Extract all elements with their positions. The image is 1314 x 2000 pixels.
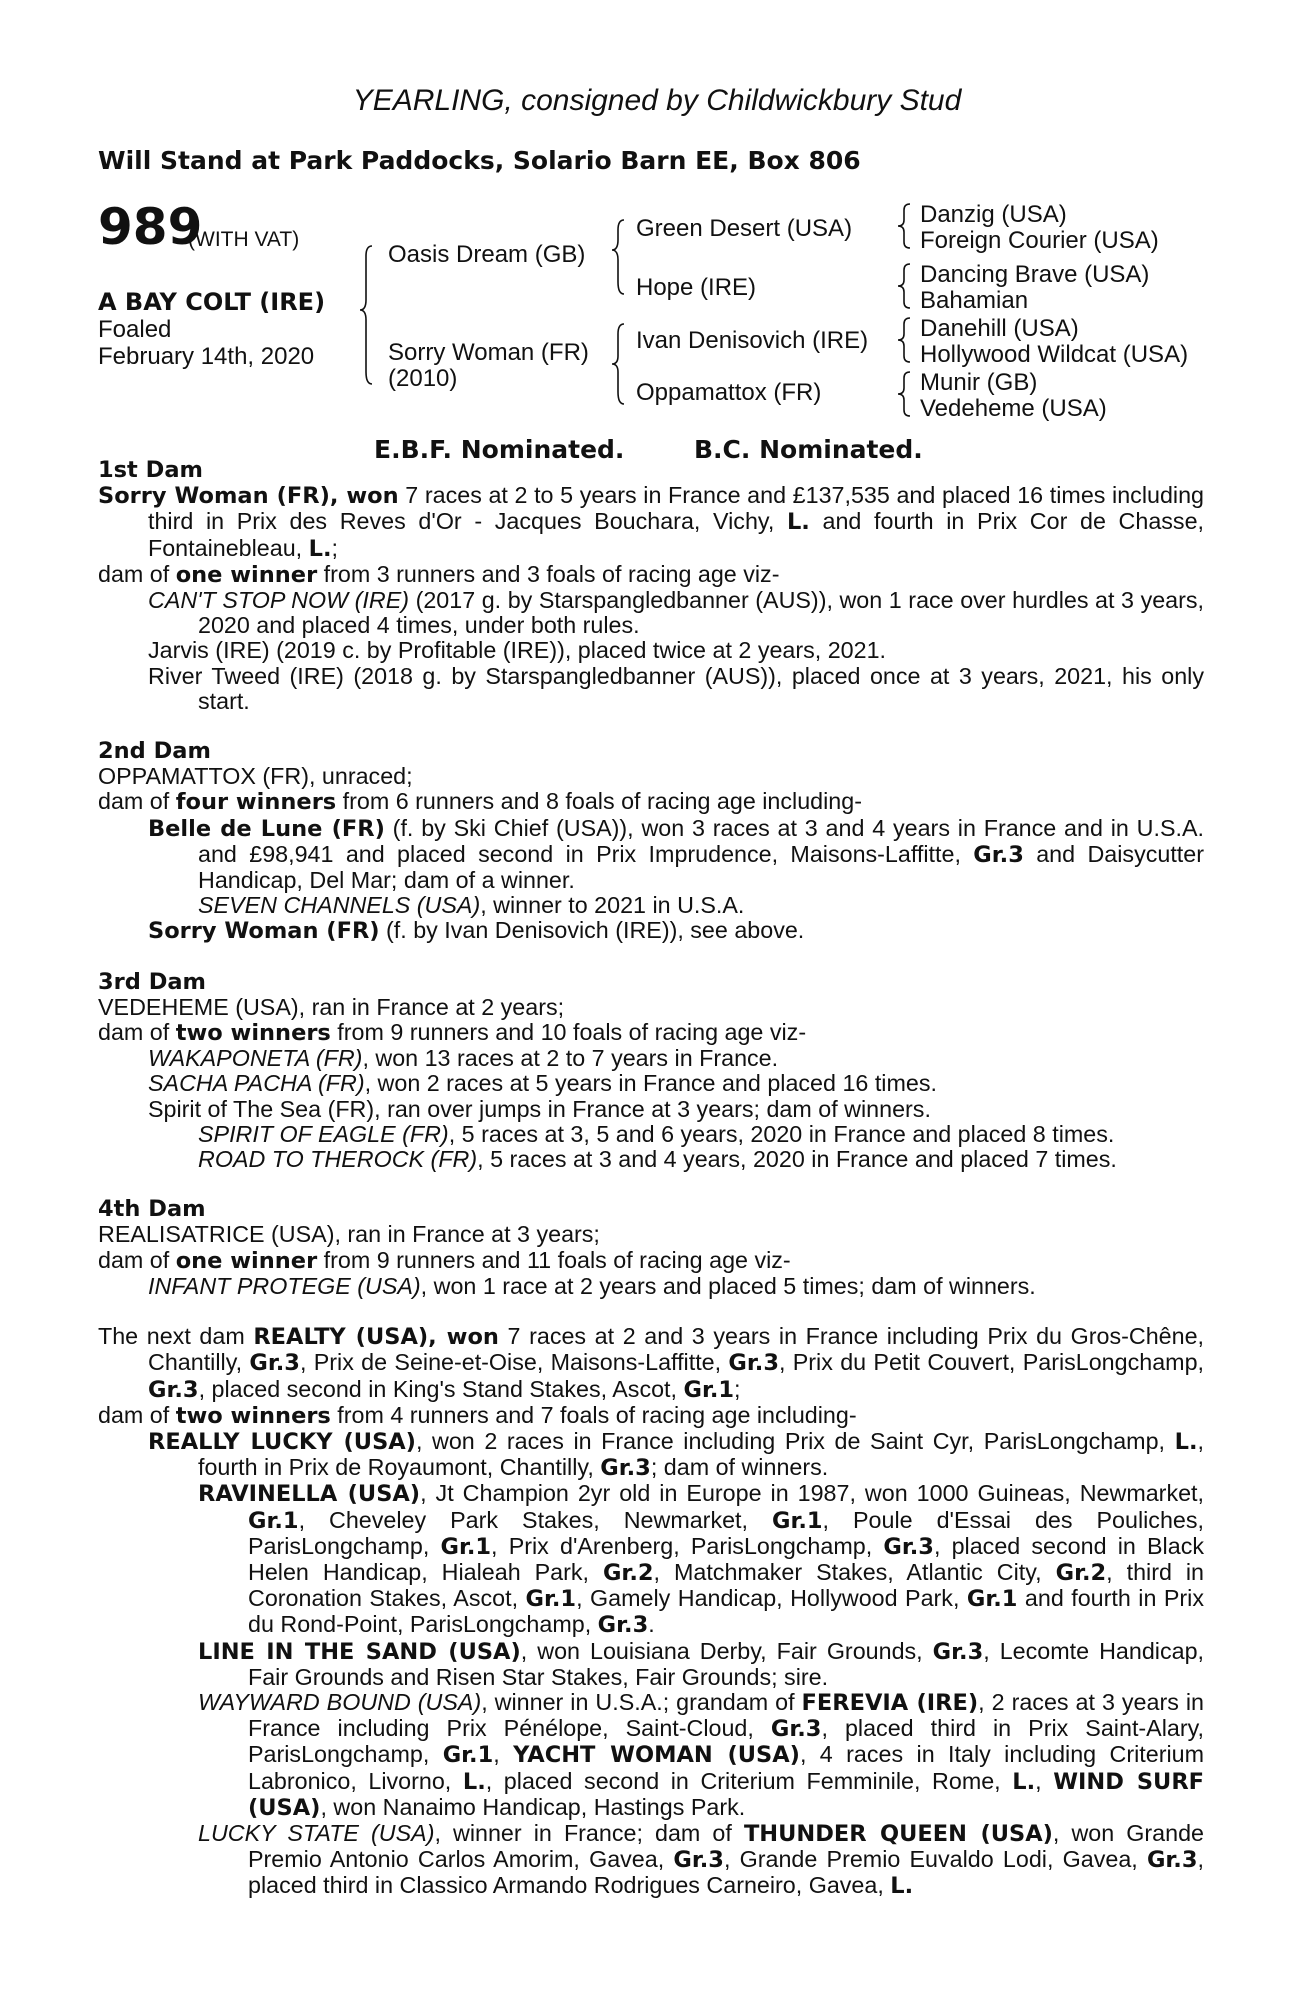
produce-name: Belle de Lune (FR) [148,815,385,842]
produce-text: , winner in U.S.A.; grandam of [481,1688,802,1715]
listed-mark: L. [1012,1768,1036,1795]
winners-count: two winners [175,1020,331,1047]
produce-text: , third in Coronation Stakes, Ascot, [248,1558,1204,1612]
group-mark: Gr.3 [249,1350,300,1377]
group-mark: Gr.3 [770,1716,822,1743]
listed-mark: L. [786,509,810,536]
stand-location: Will Stand at Park Paddocks, Solario Barn EE, Box 806 [98,146,861,175]
first-dam-text-2: and fourth in Prix Cor de Chasse, Fontainebleau, [148,508,1205,561]
produce-text-end: and Daisycutter Handicap, Del Mar; dam of a winner. [198,840,1204,894]
produce-record [98,458,1204,1900]
produce-text: , won 2 races in France including Prix de Saint Cyr, ParisLongchamp, [415,1427,1175,1454]
produce-text: , 2 races at 3 years in France including Prix Pénélope, Saint-Cloud, [248,1688,1204,1742]
listed-mark: L. [308,535,332,562]
first-dam-produce-summary [98,562,1204,588]
produce-text: , Jt Champion 2yr old in Europe in 1987, won 1000 Guineas, Newmarket, [420,1480,1204,1507]
next-dam-text: , Prix de Seine-et-Oise, Maisons-Laffitte, [299,1349,729,1376]
group-mark: Gr.1 [683,1376,735,1403]
produce-name: SPIRIT OF EAGLE (FR) [198,1120,449,1147]
listed-mark: L. [890,1873,914,1900]
produce-text: , 5 races at 3, 5 and 6 years, 2020 in France and placed 8 times. [448,1120,1115,1147]
group-mark: Gr.3 [600,1455,651,1482]
first-dam-text-3: ; [331,534,338,561]
first-dam-text-1: 7 races at 2 to 5 years in France and £137,535 and placed 16 times including third in Prix des Reves d'Or - Jacques Bouchara, Vichy, [148,482,1204,535]
pedigree-dam: Sorry Woman (FR) [388,339,589,366]
produce-text: , [493,1741,514,1768]
first-dam-produce-3: River Tweed (IRE) (2018 g. by Starspangledbanner (AUS)), placed once at 3 years, 2021, his only start. [148,662,1204,714]
produce-text: , won Louisiana Derby, Fair Grounds, [520,1637,933,1664]
pedigree-gen3-8: Vedeheme (USA) [920,395,1107,422]
produce-text: (f. by Ivan Denisovich (IRE)), see above. [379,917,805,944]
produce-text: , won 1 race at 2 years and placed 5 times; dam of winners. [420,1272,1036,1299]
produce-name: FEREVIA (IRE) [801,1689,979,1716]
first-dam-heading: 1st Dam [98,457,203,483]
produce-name: LUCKY STATE (USA) [198,1819,435,1846]
pedigree-gen3-3: Dancing Brave (USA) [920,261,1150,288]
produce-text: (f. by Ski Chief (USA)), won 3 races at 3 and 4 years in France and in U.S.A. and £98,941 and placed second in Prix Imprudence, Maisons-Laffitte, [198,814,1204,867]
group-mark: Gr.3 [973,841,1024,868]
third-dam-produce-summary [98,1020,1204,1046]
group-mark: Gr.3 [728,1350,779,1377]
line-in-the-sand-record [98,1639,1204,1690]
produce-name: THUNDER QUEEN (USA) [743,1820,1053,1847]
produce-text: and fourth in Prix du Rond-Point, ParisLongchamp, [248,1585,1204,1638]
group-mark: Gr.1 [771,1507,823,1534]
produce-text: ; dam of winners. [650,1454,829,1481]
produce-name: INFANT PROTEGE (USA) [148,1272,421,1299]
first-dam-name: Sorry Woman (FR), won [98,483,399,510]
next-dam-text: , placed second in King's Stand Stakes, Ascot, [198,1375,684,1402]
produce-name: RAVINELLA (USA) [198,1481,421,1508]
third-dam-intro: VEDEHEME (USA), ran in France at 2 years; [98,993,565,1020]
pedigree-sire-dam: Hope (IRE) [636,274,757,301]
vat-note: (WITH VAT) [188,228,300,251]
third-dam-produce-3-foal-2 [98,1147,1204,1172]
produce-text: , Grande Premio Euvaldo Lodi, Gavea, [723,1846,1147,1873]
group-mark: Gr.3 [148,1376,199,1403]
produce-name: LINE IN THE SAND (USA) [198,1638,521,1665]
next-dam-name: REALTY (USA), won [253,1324,499,1351]
pedigree-gen3-4: Bahamian [920,287,1029,314]
produce-text: , Poule d'Essai des Pouliches, ParisLongchamp, [248,1506,1204,1559]
wayward-bound-record [98,1690,1204,1821]
dam-of-text: dam of [98,1246,176,1273]
group-mark: Gr.1 [440,1533,492,1560]
produce-text: , 5 races at 3 and 4 years, 2020 in France and placed 7 times. [477,1146,1117,1173]
third-dam-heading: 3rd Dam [98,968,206,995]
group-mark: Gr.1 [442,1742,494,1769]
produce-text: , Matchmaker Stakes, Atlantic City, [653,1558,1056,1585]
pedigree-gen3-7: Munir (GB) [920,369,1038,396]
winners-count: two winners [175,1402,331,1429]
produce-text: . [648,1611,655,1638]
fourth-dam-produce-summary [98,1248,1204,1274]
pedigree-dam-sire: Ivan Denisovich (IRE) [636,327,869,354]
pedigree-gen3-6: Hollywood Wildcat (USA) [920,341,1189,368]
pedigree-dam-dam: Oppamattox (FR) [636,379,822,406]
pedigree-gen3-5: Danehill (USA) [920,315,1079,342]
second-dam-produce-1 [98,816,1204,894]
winners-count: four winners [175,789,337,816]
group-mark: Gr.3 [673,1847,724,1874]
second-dam-produce-2 [98,918,1204,944]
produce-name: WIND SURF (USA) [248,1768,1205,1821]
group-mark: Gr.1 [248,1507,299,1534]
dam-of-text-post: from 3 runners and 3 foals of racing age viz- [317,560,780,587]
next-dam-pre: The next dam [98,1323,254,1350]
dam-of-text: dam of [98,788,176,815]
first-dam-record [98,483,1204,562]
produce-text: (2017 g. by Starspangledbanner (AUS)), won 1 race over hurdles at 3 years, 2020 and placed 4 times, under both rules. [198,587,1205,639]
group-mark: Gr.3 [597,1612,649,1639]
next-dam-produce-summary [98,1403,1204,1429]
produce-text: , won 2 races at 5 years in France and placed 16 times. [364,1070,937,1097]
group-mark: Gr.2 [1055,1559,1107,1586]
next-dam-text: 7 races at 2 and 3 years in France including Prix du Gros-Chêne, Chantilly, [148,1323,1204,1376]
lot-number: 989 [98,198,203,256]
dam-of-text: dam of [98,1401,176,1428]
pedigree-dam-year: (2010) [388,365,458,392]
produce-text: , placed second in Black Helen Handicap, Hialeah Park, [248,1532,1204,1585]
produce-text: , Lecomte Handicap, Fair Grounds and Risen Star Stakes, Fair Grounds; sire. [248,1637,1205,1690]
third-dam-produce-2 [98,1071,1204,1096]
group-mark: Gr.1 [525,1586,577,1613]
horse-description: A BAY COLT (IRE) [98,288,326,316]
first-dam-produce-2: Jarvis (IRE) (2019 c. by Profitable (IRE)), placed twice at 2 years, 2021. [148,637,887,664]
produce-text: , placed third in Prix Saint-Alary, ParisLongchamp, [248,1715,1204,1768]
dam-of-text: dam of [98,560,176,587]
produce-text: , Cheveley Park Stakes, Newmarket, [298,1506,772,1533]
group-mark: Gr.2 [602,1559,654,1586]
produce-name: YACHT WOMAN (USA) [513,1742,800,1769]
dam-of-text-post: from 9 runners and 10 foals of racing age viz- [330,1019,807,1046]
really-lucky-record [98,1429,1204,1481]
first-dam-produce-1 [98,588,1204,638]
dam-of-text-post: from 9 runners and 11 foals of racing age viz- [317,1246,791,1273]
pedigree-sire-sire: Green Desert (USA) [636,215,853,242]
produce-text: , winner to 2021 in U.S.A. [480,892,745,919]
group-mark: Gr.3 [883,1533,934,1560]
foaled-date: February 14th, 2020 [98,343,315,370]
listed-mark: L. [1174,1428,1198,1455]
produce-name: WAYWARD BOUND (USA) [198,1688,482,1715]
produce-text: , placed second in Criterium Femminile, Rome, [485,1767,1013,1794]
ebf-nomination: E.B.F. Nominated. [374,435,625,464]
pedigree-gen3-1: Danzig (USA) [920,201,1067,228]
produce-text: , Gamely Handicap, Hollywood Park, [576,1585,967,1612]
bc-nomination: B.C. Nominated. [694,435,923,464]
produce-text: , fourth in Prix de Royaumont, Chantilly, [198,1427,1204,1481]
produce-text: , won Nanaimo Handicap, Hastings Park. [320,1793,746,1820]
winners-count: one winner [175,561,318,588]
produce-name: CAN'T STOP NOW (IRE) [148,587,409,614]
produce-name: ROAD TO THEROCK (FR) [198,1146,478,1173]
produce-text: , won Grande Premio Antonio Carlos Amorim, Gavea, [248,1819,1204,1873]
second-dam-produce-summary [98,789,1204,815]
produce-name: SACHA PACHA (FR) [148,1070,365,1097]
group-mark: Gr.1 [966,1586,1018,1613]
group-mark: Gr.3 [932,1638,984,1665]
fourth-dam-intro: REALISATRICE (USA), ran in France at 3 years; [98,1221,600,1248]
produce-name: REALLY LUCKY (USA) [148,1428,416,1455]
fourth-dam-produce-1 [98,1274,1204,1299]
produce-name: WAKAPONETA (FR) [148,1045,363,1072]
next-dam-text: , Prix du Petit Couvert, ParisLongchamp, [778,1349,1204,1376]
consignment-line: YEARLING, consigned by Childwickbury Stud [352,84,962,117]
second-dam-intro: OPPAMATTOX (FR), unraced; [98,763,413,790]
listed-mark: L. [462,1768,486,1795]
fourth-dam-heading: 4th Dam [98,1196,206,1223]
third-dam-produce-3-foal-1 [98,1122,1204,1147]
dam-of-text-post: from 6 runners and 8 foals of racing age including- [336,788,862,815]
ravinella-record [98,1481,1204,1638]
pedigree-sire: Oasis Dream (GB) [388,241,586,268]
dam-of-text: dam of [98,1019,176,1046]
produce-text: , [1035,1767,1054,1794]
second-dam-produce-1-foal [98,893,1204,918]
foaled-label: Foaled [98,316,172,343]
third-dam-produce-3: Spirit of The Sea (FR), ran over jumps in France at 3 years; dam of winners. [148,1095,931,1122]
produce-text: , winner in France; dam of [434,1819,744,1846]
third-dam-produce-1 [98,1046,1204,1071]
lucky-state-record [98,1821,1204,1900]
produce-text: , won 13 races at 2 to 7 years in France. [362,1045,779,1072]
next-dam-text: ; [734,1375,741,1402]
group-mark: Gr.3 [1146,1847,1198,1874]
produce-text: , Prix d'Arenberg, ParisLongchamp, [491,1532,884,1559]
produce-name: Sorry Woman (FR) [148,918,380,945]
produce-text: , placed third in Classico Armando Rodrigues Carneiro, Gavea, [248,1846,1204,1899]
produce-text: , 4 races in Italy including Criterium Labronico, Livorno, [248,1741,1204,1794]
second-dam-heading: 2nd Dam [98,738,211,765]
next-dam-record [98,1324,1204,1403]
pedigree-gen3-2: Foreign Courier (USA) [920,227,1159,254]
produce-name: SEVEN CHANNELS (USA) [198,892,481,919]
winners-count: one winner [175,1247,318,1274]
dam-of-text-post: from 4 runners and 7 foals of racing age including- [330,1401,857,1428]
